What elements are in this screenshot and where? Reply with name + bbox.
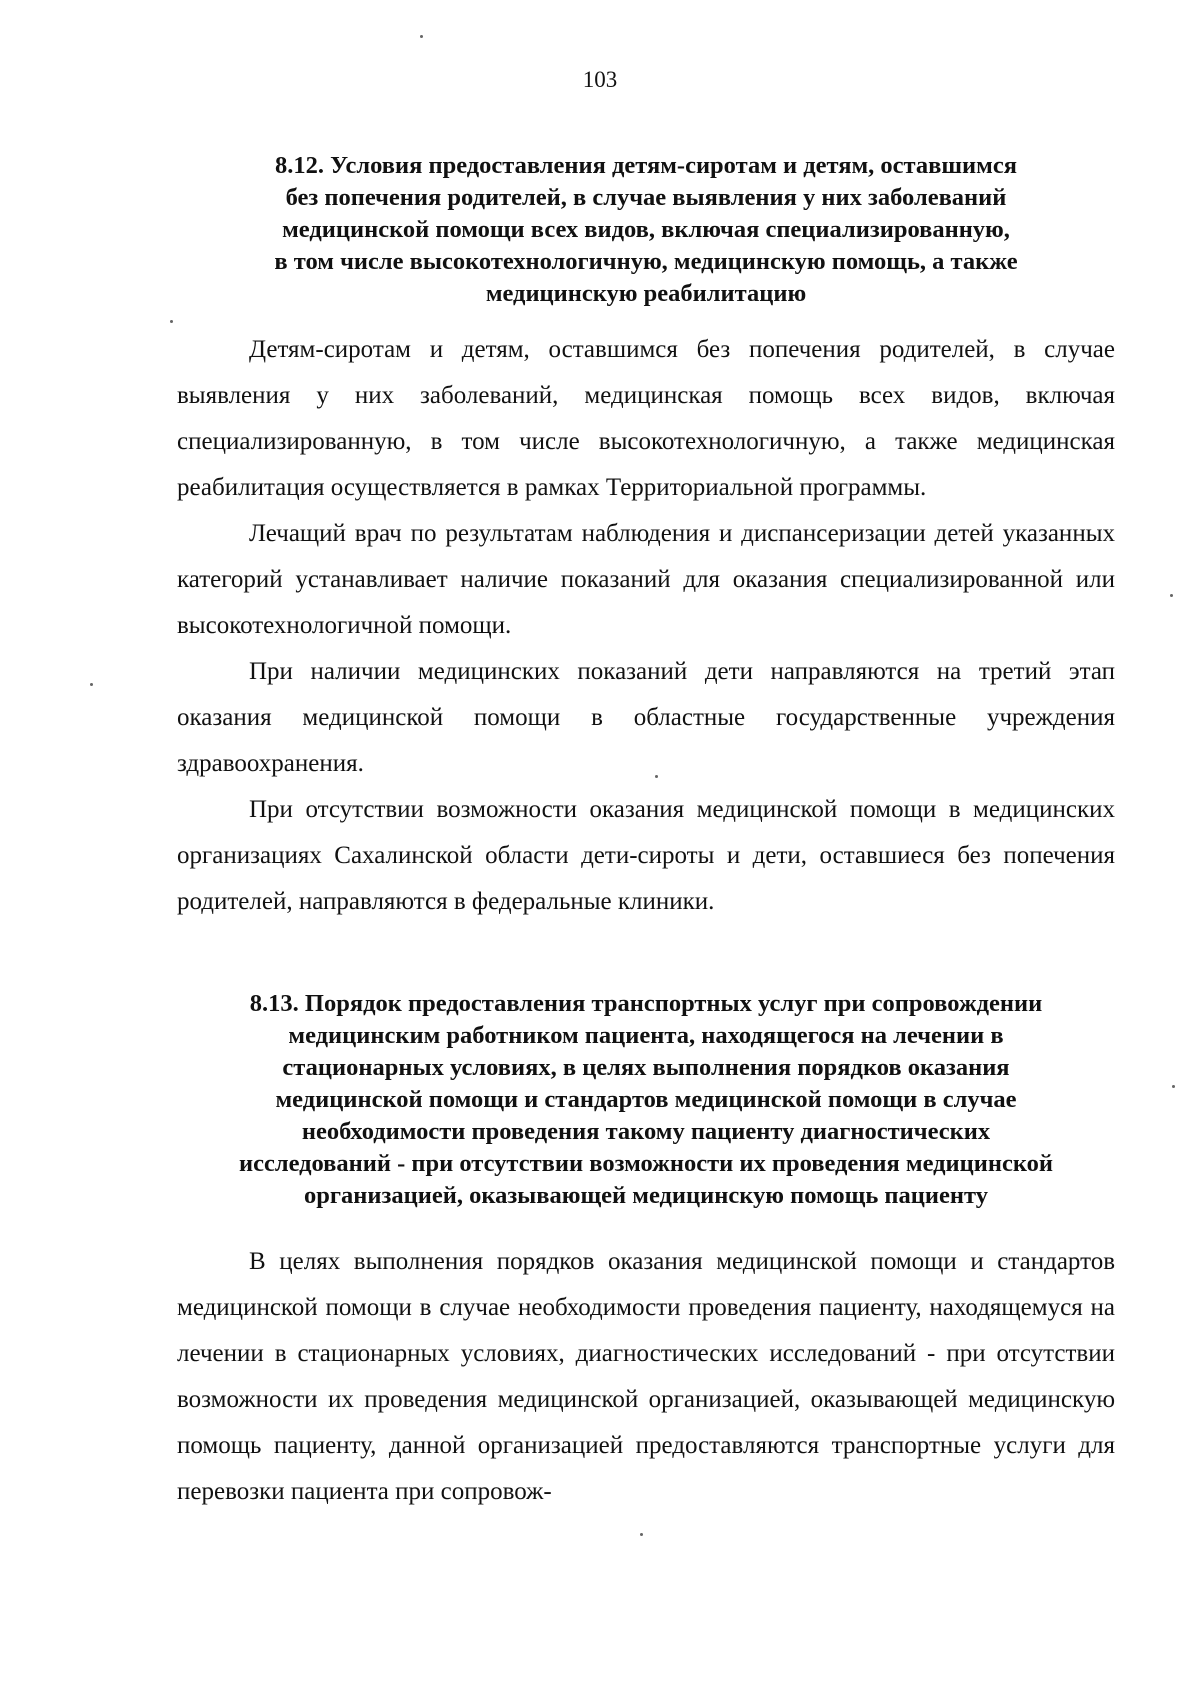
section-title-line: 8.13. Порядок предоставления транспортных услуг при сопровождении: [249, 990, 1043, 1017]
section-title-line: медицинской помощи и стандартов медицинской помощи в случае: [275, 1086, 1017, 1113]
section-title-line: организацией, оказывающей медицинскую помощь пациенту: [304, 1182, 988, 1209]
paragraph: Лечащий врач по результатам наблюдения и диспансеризации детей указанных категорий устанавливает наличие показаний для оказания специализированной или высокотехнологичной помощи.: [177, 520, 1115, 639]
scan-speck: [640, 1533, 643, 1536]
section-8-13: [177, 988, 1115, 1212]
section-title-line: без попечения родителей, в случае выявления у них заболеваний: [285, 184, 1007, 211]
paragraph: В целях выполнения порядков оказания медицинской помощи и стандартов медицинской помощи в случае необходимости проведения пациенту, находящемуся на лечении в стационарных условиях, диагностических исследований - при отсутствии возможности их проведения медицинской организацией, оказывающей медицинскую помощь пациенту, данной организацией предоставляются транспортные услуги для перевозки пациента при сопровож-: [177, 1248, 1115, 1505]
section-title-line: медицинскую реабилитацию: [485, 280, 807, 307]
paragraph: При отсутствии возможности оказания медицинской помощи в медицинских организациях Сахалинской области дети-сироты и дети, оставшиеся без попечения родителей, направляются в федеральные клиники.: [177, 796, 1115, 915]
section-title: [177, 988, 1115, 1212]
section-body: [177, 1239, 1115, 1515]
section-title-line: исследований - при отсутствии возможности их проведения медицинской: [238, 1150, 1054, 1177]
scan-speck: [1170, 594, 1173, 597]
scan-speck: [90, 683, 93, 686]
section-title-line: 8.12. Условия предоставления детям-сиротам и детям, оставшимся: [275, 152, 1017, 179]
section-title-line: медицинским работником пациента, находящегося на лечении в: [288, 1022, 1004, 1049]
section-title-line: стационарных условиях, в целях выполнения порядков оказания: [282, 1054, 1010, 1081]
page-number: 103: [582, 67, 618, 92]
paragraph: При наличии медицинских показаний дети направляются на третий этап оказания медицинской помощи в областные государственные учреждения здравоохранения.: [177, 658, 1115, 777]
scan-speck: [655, 775, 658, 778]
section-title: [177, 150, 1115, 310]
paragraph: Детям-сиротам и детям, оставшимся без попечения родителей, в случае выявления у них заболеваний, медицинская помощь всех видов, включая специализированную, в том числе высокотехнологичную, а также медицинская реабилитация осуществляется в рамках Территориальной программы.: [177, 336, 1115, 501]
scan-speck: [170, 320, 173, 323]
section-body: [177, 327, 1115, 925]
section-8-12: [177, 150, 1115, 310]
section-title-line: медицинской помощи всех видов, включая специализированную,: [282, 216, 1010, 243]
section-title-line: в том числе высокотехнологичную, медицинскую помощь, а также: [274, 248, 1018, 275]
scan-speck: [420, 35, 423, 38]
scan-speck: [1172, 1085, 1175, 1088]
section-title-line: необходимости проведения такому пациенту диагностических: [301, 1118, 991, 1145]
